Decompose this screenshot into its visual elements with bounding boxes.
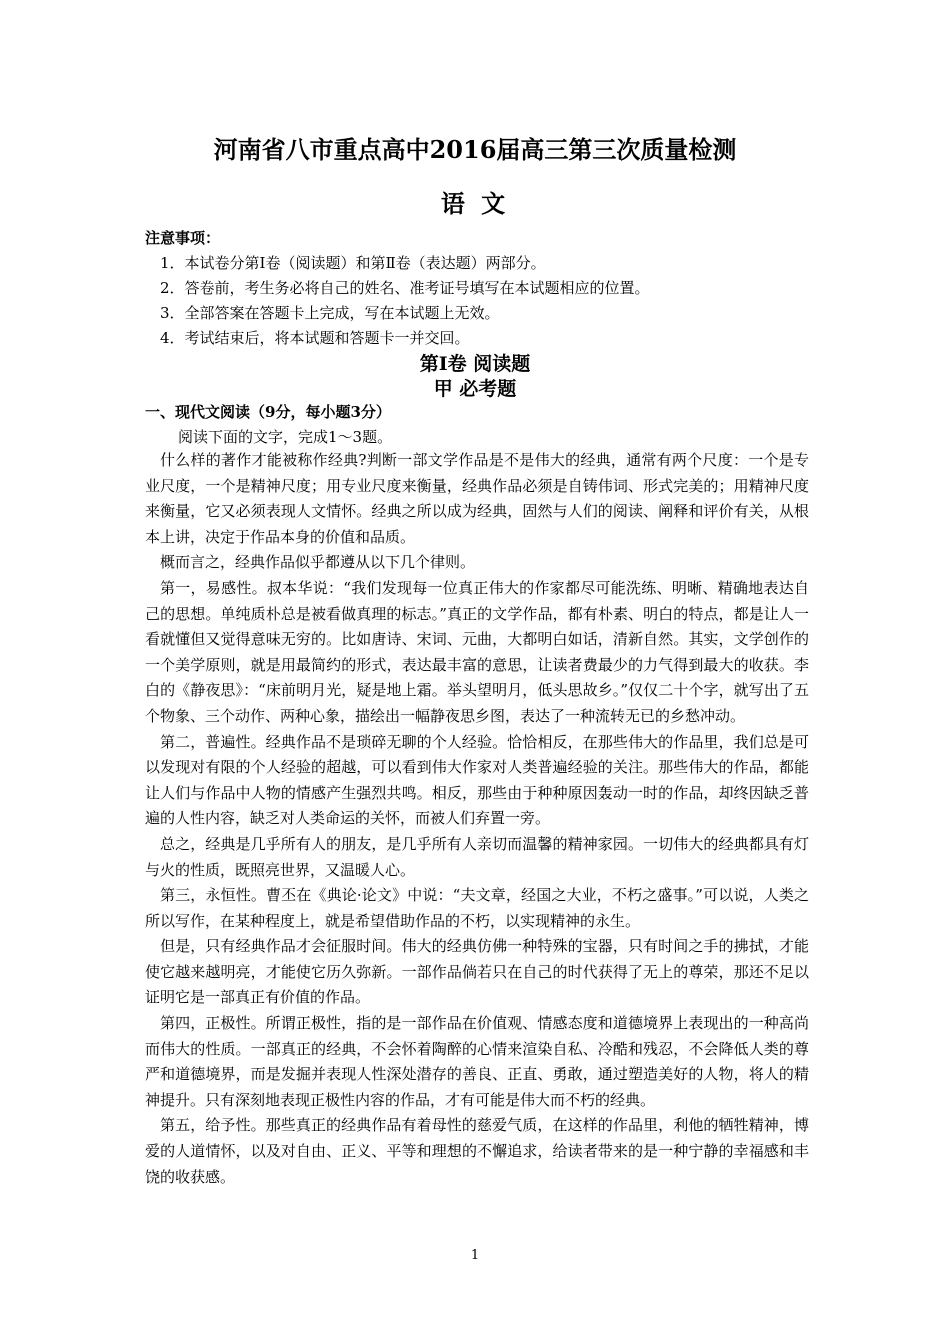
reading-passage xyxy=(145,448,809,1190)
part-subtitle: 甲 必考题 xyxy=(433,378,517,400)
notes-heading: 注意事项： xyxy=(145,229,221,247)
paragraph: 概而言之，经典作品似乎都遵从以下几个律则。 xyxy=(160,553,476,572)
paragraph: 但是，只有经典作品才会征服时间。伟大的经典仿佛一种特殊的宝器，只有时间之手的拂拭，才能使它越来越明亮，才能使它历久弥新。一部作品倘若只在自己的时代获得了无上的尊荣，那还不足以证明它是一部真正有价值的作品。 xyxy=(145,937,809,1007)
paragraph: 第四，正极性。所谓正极性，指的是一部作品在价值观、情感态度和道德境界上表现出的一种高尚而伟大的性质。一部真正的经典，不会怀着陶醉的心情来渲染自私、冷酷和残忍，不会降低人类的尊严和道德境界，而是发掘并表现人性深处潜存的善良、正直、勇敢，通过塑造美好的人物，将人的精神提升。只有深刻地表现正极性内容的作品，才有可能是伟大而不朽的经典。 xyxy=(145,1014,809,1109)
part-title: 第Ⅰ卷 阅读题 xyxy=(419,353,531,375)
paragraph: 第五，给予性。那些真正的经典作品有着母性的慈爱气质，在这样的作品里，利他的牺牲精神，博爱的人道情怀，以及对自由、正义、平等和理想的不懈追求，给读者带来的是一种宁静的幸福感和丰饶的收获感。 xyxy=(145,1116,809,1186)
section-heading: 一、现代文阅读（9分，每小题3分） xyxy=(145,403,391,421)
paragraph: 第三，永恒性。曹丕在《典论·论文》中说：“夫文章，经国之大业，不朽之盛事。”可以说，人类之所以写作，在某种程度上，就是希望借助作品的不朽，以实现精神的永生。 xyxy=(145,886,809,930)
page-number: 1 xyxy=(470,1248,480,1263)
note-item: 2．答卷前，考生务必将自己的姓名、准考证号填写在本试题相应的位置。 xyxy=(160,279,650,297)
paragraph: 第一，易感性。叔本华说：“我们发现每一位真正伟大的作家都尽可能洗练、明晰、精确地表达自己的思想。单纯质朴总是被看做真理的标志。”真正的文学作品，都有朴素、明白的特点，都是让人一看就懂但又觉得意味无穷的。比如唐诗、宋词、元曲，大都明白如话，清新自然。其实，文学创作的一个美学原则，就是用最简约的形式，表达最丰富的意思，让读者费最少的力气得到最大的收获。李白的《静夜思》：“床前明月光，疑是地上霜。举头望明月，低头思故乡。”仅仅二十个字，就写出了五个物象、三个动作、两种心象，描绘出一幅静夜思乡图，表达了一种流转无已的乡愁冲动。 xyxy=(145,578,809,725)
paragraph: 什么样的著作才能被称作经典?判断一部文学作品是不是伟大的经典，通常有两个尺度：一个是专业尺度，一个是精神尺度；用专业尺度来衡量，经典作品必须是自铸伟词、形式完美的；用精神尺度来衡量，它又必须表现人文情怀。经典之所以成为经典，固然与人们的阅读、阐释和评价有关，从根本上讲，决定于作品本身的价值和品质。 xyxy=(145,451,809,546)
reading-instruction: 阅读下面的文字，完成1～3题。 xyxy=(178,428,393,446)
note-item: 1．本试卷分第Ⅰ卷（阅读题）和第Ⅱ卷（表达题）两部分。 xyxy=(160,254,546,272)
subject-title: 语 文 xyxy=(440,189,510,218)
exam-title: 河南省八市重点高中2016届高三第三次质量检测 xyxy=(213,135,737,164)
note-item: 3．全部答案在答题卡上完成，写在本试题上无效。 xyxy=(160,304,500,322)
paragraph: 第二，普遍性。经典作品不是琐碎无聊的个人经验。恰恰相反，在那些伟大的作品里，我们总是可以发现对有限的个人经验的超越，可以看到伟大作家对人类普遍经验的关注。那些伟大的作品，都能让人们与作品中人物的情感产生强烈共鸣。相反，那些由于种种原因轰动一时的作品，却终因缺乏普遍的人性内容，缺乏对人类命运的关怀，而被人们弃置一旁。 xyxy=(145,732,809,828)
note-item: 4．考试结束后，将本试题和答题卡一并交回。 xyxy=(160,329,470,347)
paragraph: 总之，经典是几乎所有人的朋友，是几乎所有人亲切而温馨的精神家园。一切伟大的经典都具有灯与火的性质，既照亮世界，又温暖人心。 xyxy=(145,834,809,879)
